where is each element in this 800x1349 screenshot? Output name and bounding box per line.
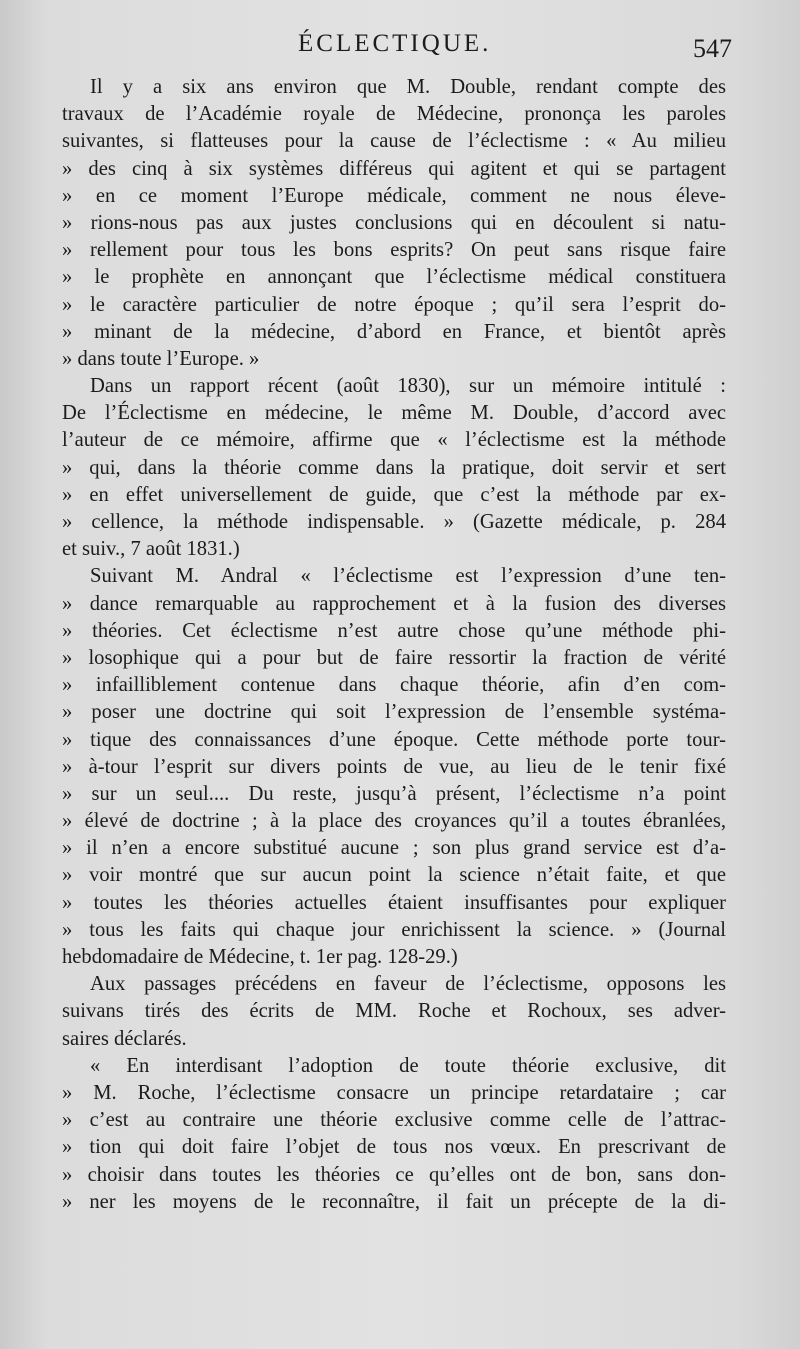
text-line: suivantes, si flatteuses pour la cause de l’éclectisme : « Au milieu xyxy=(62,130,726,153)
text-line: l’auteur de ce mémoire, affirme que « l’éclectisme est la méthode xyxy=(62,429,726,452)
text-line: » tous les faits qui chaque jour enrichissent la science. » (Journal xyxy=(62,918,726,941)
text-line: saires déclarés. xyxy=(62,1027,187,1050)
text-line: » tion qui doit faire l’objet de tous nos vœux. En prescrivant de xyxy=(62,1136,726,1159)
text-line: » cellence, la méthode indispensable. » (Gazette médicale, p. 284 xyxy=(62,511,726,533)
page-number: 547 xyxy=(693,34,732,63)
text-line: Aux passages précédens en faveur de l’éclectisme, opposons les xyxy=(90,973,726,996)
text-line: » le caractère particulier de notre époque ; qu’il sera l’esprit do- xyxy=(62,293,726,316)
text-line: » dance remarquable au rapprochement et à la fusion des diverses xyxy=(62,592,726,615)
text-line: » poser une doctrine qui soit l’expression de l’ensemble systéma- xyxy=(62,701,726,724)
text-line: » en ce moment l’Europe médicale, comment ne nous éleve- xyxy=(62,184,726,207)
text-line: » toutes les théories actuelles étaient insuffisantes pour expliquer xyxy=(62,891,726,914)
text-line: » qui, dans la théorie comme dans la pratique, doit servir et sert xyxy=(62,456,726,479)
text-line: » rions-nous pas aux justes conclusions qui en découlent si natu- xyxy=(62,211,726,234)
text-line: De l’Éclectisme en médecine, le même M. Double, d’accord avec xyxy=(62,402,726,425)
text-line: » élevé de doctrine ; à la place des croyances qu’il a toutes ébranlées, xyxy=(62,810,726,833)
text-line: » ner les moyens de le reconnaître, il fait un précepte de la di- xyxy=(62,1190,726,1213)
text-line: » théories. Cet éclectisme n’est autre chose qu’une méthode phi- xyxy=(62,619,726,642)
text-line: travaux de l’Académie royale de Médecine, prononça les paroles xyxy=(62,103,726,126)
text-line: » c’est au contraire une théorie exclusive comme celle de l’attrac- xyxy=(62,1109,726,1132)
running-title: ÉCLECTIQUE. xyxy=(298,30,492,57)
text-line: suivans tirés des écrits de MM. Roche et Rochoux, ses adver- xyxy=(62,1000,726,1023)
text-line: et suiv., 7 août 1831.) xyxy=(62,538,240,561)
text-line: » dans toute l’Europe. » xyxy=(62,347,260,370)
text-line: » en effet universellement de guide, que c’est la méthode par ex- xyxy=(62,483,726,506)
text-line: Il y a six ans environ que M. Double, rendant compte des xyxy=(90,76,726,98)
text-line: » sur un seul.... Du reste, jusqu’à présent, l’éclectisme n’a point xyxy=(62,782,726,805)
text-line: hebdomadaire de Médecine, t. 1er pag. 128-29.) xyxy=(62,946,458,968)
text-line: » des cinq à six systèmes différeus qui agitent et qui se partagent xyxy=(62,157,726,180)
text-line: » à-tour l’esprit sur divers points de vue, au lieu de le tenir fixé xyxy=(62,755,726,778)
text-line: Dans un rapport récent (août 1830), sur un mémoire intitulé : xyxy=(90,375,726,398)
page-header xyxy=(0,30,800,74)
text-line: » le prophète en annonçant que l’éclectisme médical constituera xyxy=(62,266,726,289)
text-line: « En interdisant l’adoption de toute théorie exclusive, dit xyxy=(90,1054,726,1077)
text-line: » losophique qui a pour but de faire ressortir la fraction de vérité xyxy=(62,646,726,669)
text-line: » voir montré que sur aucun point la science n’était faite, et que xyxy=(62,864,726,887)
text-line: Suivant M. Andral « l’éclectisme est l’expression d’une ten- xyxy=(90,565,726,588)
text-line: » infailliblement contenue dans chaque théorie, afin d’en com- xyxy=(62,674,726,697)
text-line: » tique des connaissances d’une époque. Cette méthode porte tour- xyxy=(62,728,726,751)
text-line: » M. Roche, l’éclectisme consacre un principe retardataire ; car xyxy=(62,1081,726,1104)
text-line: » rellement pour tous les bons esprits? On peut sans risque faire xyxy=(62,239,726,262)
text-line: » minant de la médecine, d’abord en France, et bientôt après xyxy=(62,320,726,343)
text-line: » il n’en a encore substitué aucune ; son plus grand service est d’a- xyxy=(62,837,726,860)
text-line: » choisir dans toutes les théories ce qu’elles ont de bon, sans don- xyxy=(62,1163,726,1186)
body-text xyxy=(62,74,726,1216)
